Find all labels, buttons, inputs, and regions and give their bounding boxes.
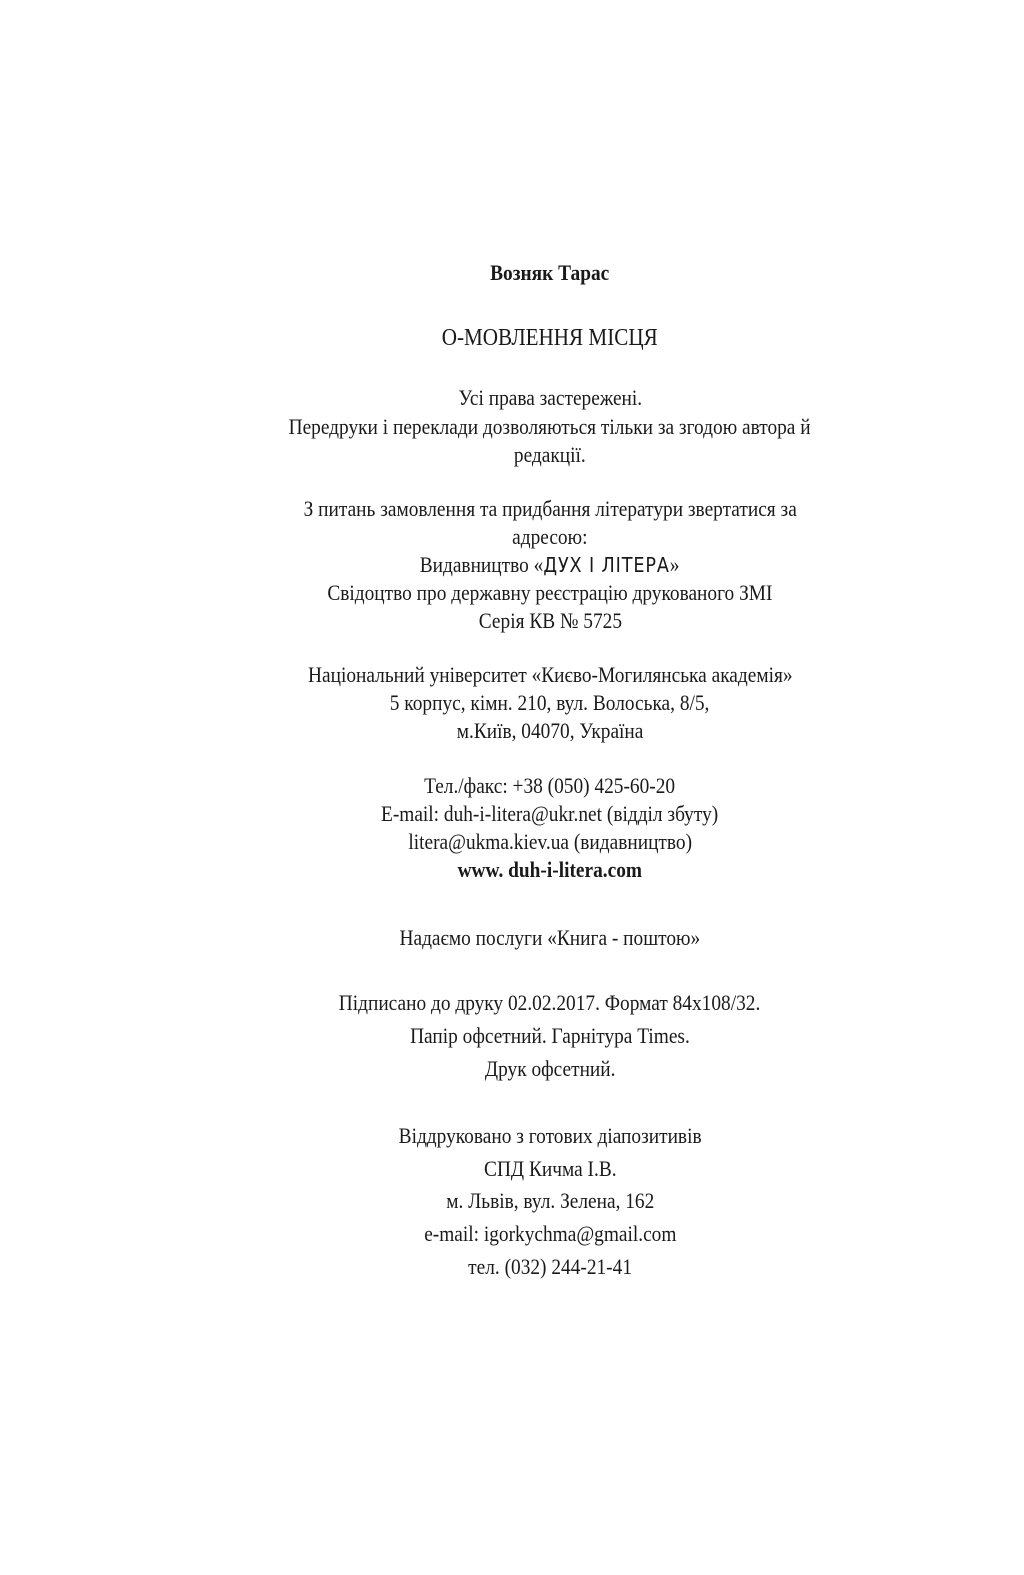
address-line-3: м.Київ, 04070, Україна	[456, 718, 644, 743]
contact-email-sales: E-mail: duh-i-litera@ukr.net (відділ збуту)	[381, 801, 719, 826]
printer-line-5: тел. (032) 244-21-41	[468, 1254, 632, 1279]
address-line-1: Національний університет «Києво-Могилянська академія»	[307, 662, 793, 687]
certificate-line: Свідоцтво про державну реєстрацію друкованого ЗМІ	[327, 580, 773, 605]
address-line-2: 5 корпус, кімн. 210, вул. Волоська, 8/5,	[390, 690, 710, 715]
publisher-line: Видавництво «ДУХ І ЛІТЕРА»	[420, 552, 680, 577]
orders-line-2: адресою:	[512, 524, 588, 549]
book-title: О-МОВЛЕННЯ МІСЦЯ	[442, 325, 658, 351]
contact-website: www. duh-i-litera.com	[457, 857, 643, 882]
rights-line-1: Усі права застережені.	[458, 385, 642, 410]
author-name: Возняк Тарас	[490, 260, 610, 285]
orders-line-1: З питань замовлення та придбання літератури звертатися за	[303, 496, 797, 521]
publisher-brand: ДУХ І ЛІТЕРА	[543, 553, 671, 577]
printer-line-4: e-mail: igorkychma@gmail.com	[423, 1221, 677, 1246]
print-info-line-3: Друк офсетний.	[484, 1056, 616, 1081]
printer-line-3: м. Львів, вул. Зелена, 162	[445, 1188, 655, 1213]
contact-phone: Тел./факс: +38 (050) 425-60-20	[424, 773, 676, 798]
series-line: Серія КВ № 5725	[478, 608, 622, 633]
rights-line-2: Передруки і переклади дозволяються тільки за згодою автора й	[288, 414, 812, 439]
rights-line-3: редакції.	[514, 442, 586, 467]
contact-email-publisher: litera@ukma.kiev.ua (видавництво)	[408, 829, 692, 854]
printer-line-2: СПД Кичма І.В.	[483, 1156, 617, 1181]
service-line: Надаємо послуги «Книга - поштою»	[399, 925, 701, 950]
print-info-line-1: Підписано до друку 02.02.2017. Формат 84х108/32.	[339, 990, 761, 1015]
printer-line-1: Віддруковано з готових діапозитивів	[398, 1123, 702, 1148]
print-info-line-2: Папір офсетний. Гарнітура Times.	[410, 1023, 690, 1048]
